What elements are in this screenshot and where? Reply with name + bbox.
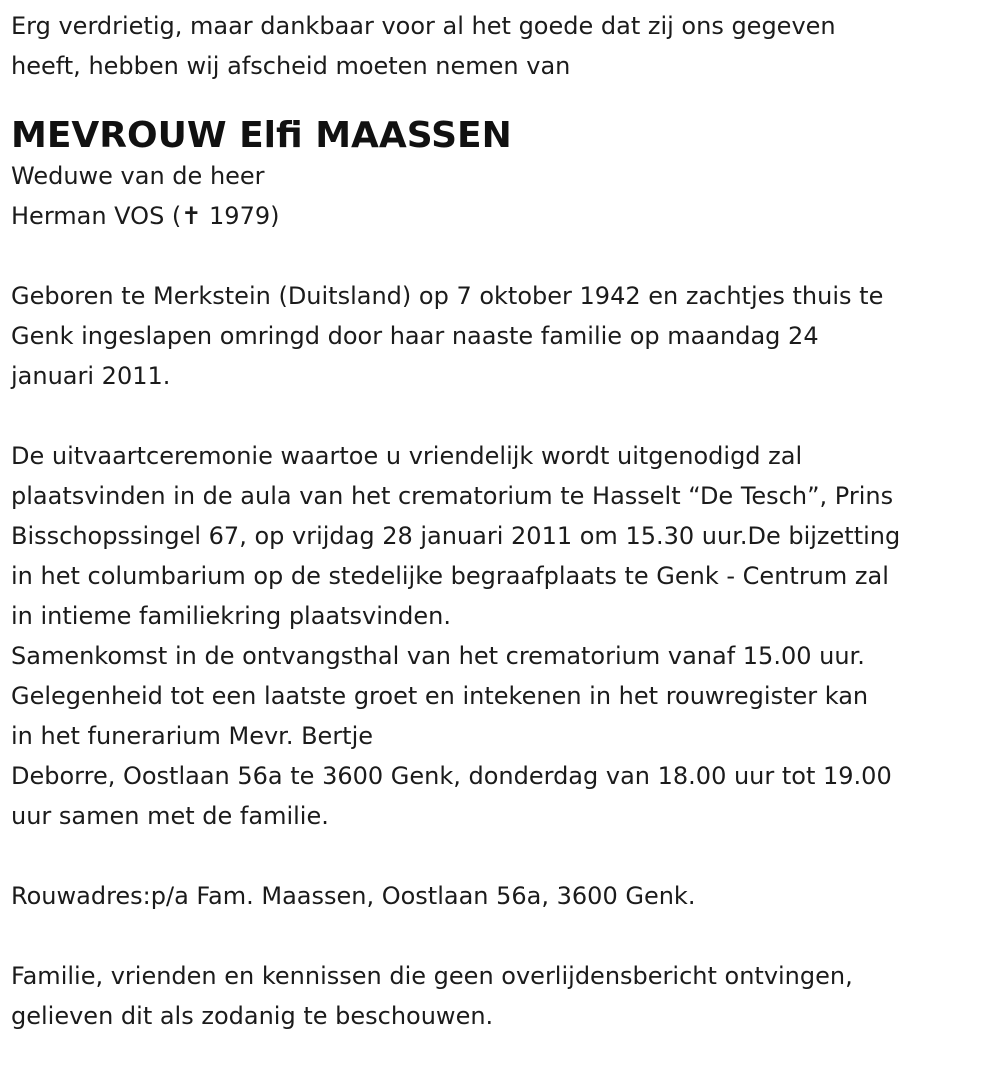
ceremony-line-8: in het funerarium Mevr. Bertje <box>11 722 374 750</box>
birth-death-paragraph <box>11 276 988 396</box>
intro-paragraph <box>11 6 988 86</box>
spouse-line: Herman VOS (✝ 1979) <box>11 202 280 230</box>
ceremony-line-6: Samenkomst in de ontvangsthal van het crematorium vanaf 15.00 uur. <box>11 642 865 670</box>
deceased-block <box>11 116 988 236</box>
ceremony-paragraph <box>11 436 988 836</box>
closing-line-1: Familie, vrienden en kennissen die geen overlijdensbericht ontvingen, <box>11 962 853 990</box>
ceremony-line-5: in intieme familiekring plaatsvinden. <box>11 602 451 630</box>
ceremony-line-2: plaatsvinden in de aula van het crematorium te Hasselt “De Tesch”, Prins <box>11 482 894 510</box>
address-line: Rouwadres:p/a Fam. Maassen, Oostlaan 56a, 3600 Genk. <box>11 882 696 910</box>
intro-line-1: Erg verdrietig, maar dankbaar voor al het goede dat zij ons gegeven <box>11 12 836 40</box>
closing-paragraph <box>11 956 988 1036</box>
ceremony-line-7: Gelegenheid tot een laatste groet en intekenen in het rouwregister kan <box>11 682 869 710</box>
spacer <box>11 836 988 876</box>
ceremony-line-9: Deborre, Oostlaan 56a te 3600 Genk, donderdag van 18.00 uur tot 19.00 <box>11 762 892 790</box>
widow-line: Weduwe van de heer <box>11 162 265 190</box>
intro-line-2: heeft, hebben wij afscheid moeten nemen van <box>11 52 571 80</box>
closing-line-2: gelieven dit als zodanig te beschouwen. <box>11 1002 494 1030</box>
spacer <box>11 396 988 436</box>
ceremony-line-1: De uitvaartceremonie waartoe u vriendelijk wordt uitgenodigd zal <box>11 442 803 470</box>
ceremony-line-4: in het columbarium op de stedelijke begraafplaats te Genk - Centrum zal <box>11 562 889 590</box>
deceased-name: MEVROUW Elfi MAASSEN <box>11 115 512 156</box>
birth-death-line-1: Geboren te Merkstein (Duitsland) op 7 oktober 1942 en zachtjes thuis te <box>11 282 884 310</box>
address-paragraph <box>11 876 988 916</box>
spacer <box>11 86 988 116</box>
spacer <box>11 236 988 276</box>
birth-death-line-2: Genk ingeslapen omringd door haar naaste familie op maandag 24 <box>11 322 819 350</box>
birth-death-line-3: januari 2011. <box>11 362 171 390</box>
ceremony-line-3: Bisschopssingel 67, op vrijdag 28 januari 2011 om 15.30 uur.De bijzetting <box>11 522 901 550</box>
spacer <box>11 916 988 956</box>
ceremony-line-10: uur samen met de familie. <box>11 802 329 830</box>
